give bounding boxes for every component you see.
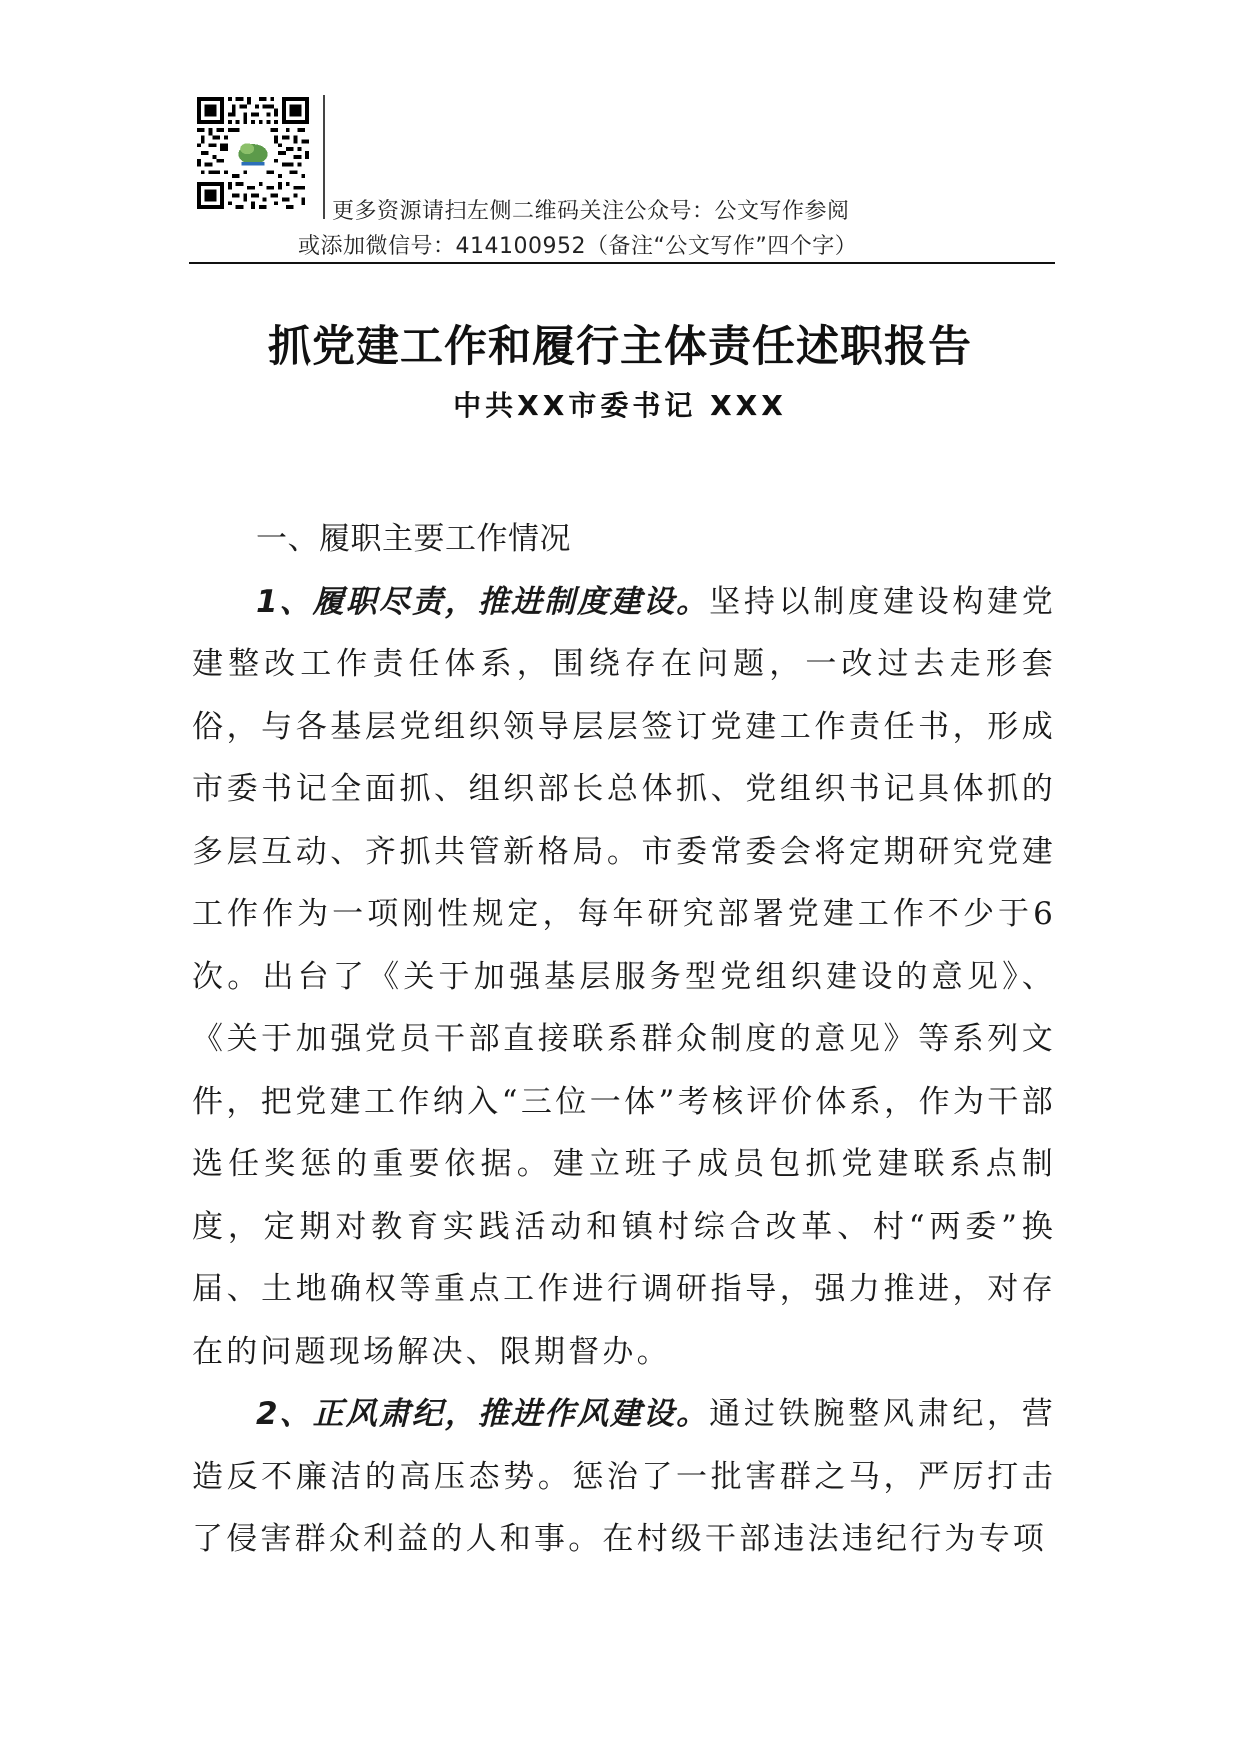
header-notice-line2: 或添加微信号：414100952（备注“公文写作”四个字）	[298, 234, 858, 259]
header-rule	[189, 262, 1055, 264]
paragraph	[192, 571, 1056, 1384]
paragraph-text: 通过铁腕整风肃纪，营造反不廉洁的高压态势。惩治了一批害群之马，严厉打击了侵害群众利益的人和事。在村级干部违法违纪行为专项	[192, 1396, 1057, 1557]
qr-code-icon	[197, 97, 309, 209]
document-body	[192, 508, 1056, 1571]
header-notice-line1: 更多资源请扫左侧二维码关注公众号：公文写作参阅	[332, 199, 850, 224]
paragraph-text: 坚持以制度建设构建党建整改工作责任体系，围绕存在问题，一改过去走形套俗，与各基层党组织领导层层签订党建工作责任书，形成市委书记全面抓、组织部长总体抓、党组织书记具体抓的多层互动、齐抓共管新格局。市委常委会将定期研究党建工作作为一项刚性规定，每年研究部署党建工作不少于6次。出台了《关于加强基层服务型党组织建设的意见》、《关于加强党员干部直接联系群众制度的意见》等系列文件，把党建工作纳入“三位一体”考核评价体系，作为干部选任奖惩的重要依据。建立班子成员包抓党建联系点制度，定期对教育实践活动和镇村综合改革、村“两委”换届、土地确权等重点工作进行调研指导，强力推进，对存在的问题现场解决、限期督办。	[192, 583, 1057, 1370]
document-author: 中共XX市委书记 XXX	[453, 389, 787, 422]
paragraph	[192, 1383, 1056, 1571]
header-separator	[323, 95, 325, 219]
paragraph-lead: 2、正风肃纪，推进作风建设。	[256, 1396, 710, 1432]
document-title: 抓党建工作和履行主体责任述职报告	[268, 322, 972, 372]
paragraph-lead: 1、履职尽责，推进制度建设。	[256, 583, 710, 620]
section-heading: 一、履职主要工作情况	[256, 521, 571, 557]
